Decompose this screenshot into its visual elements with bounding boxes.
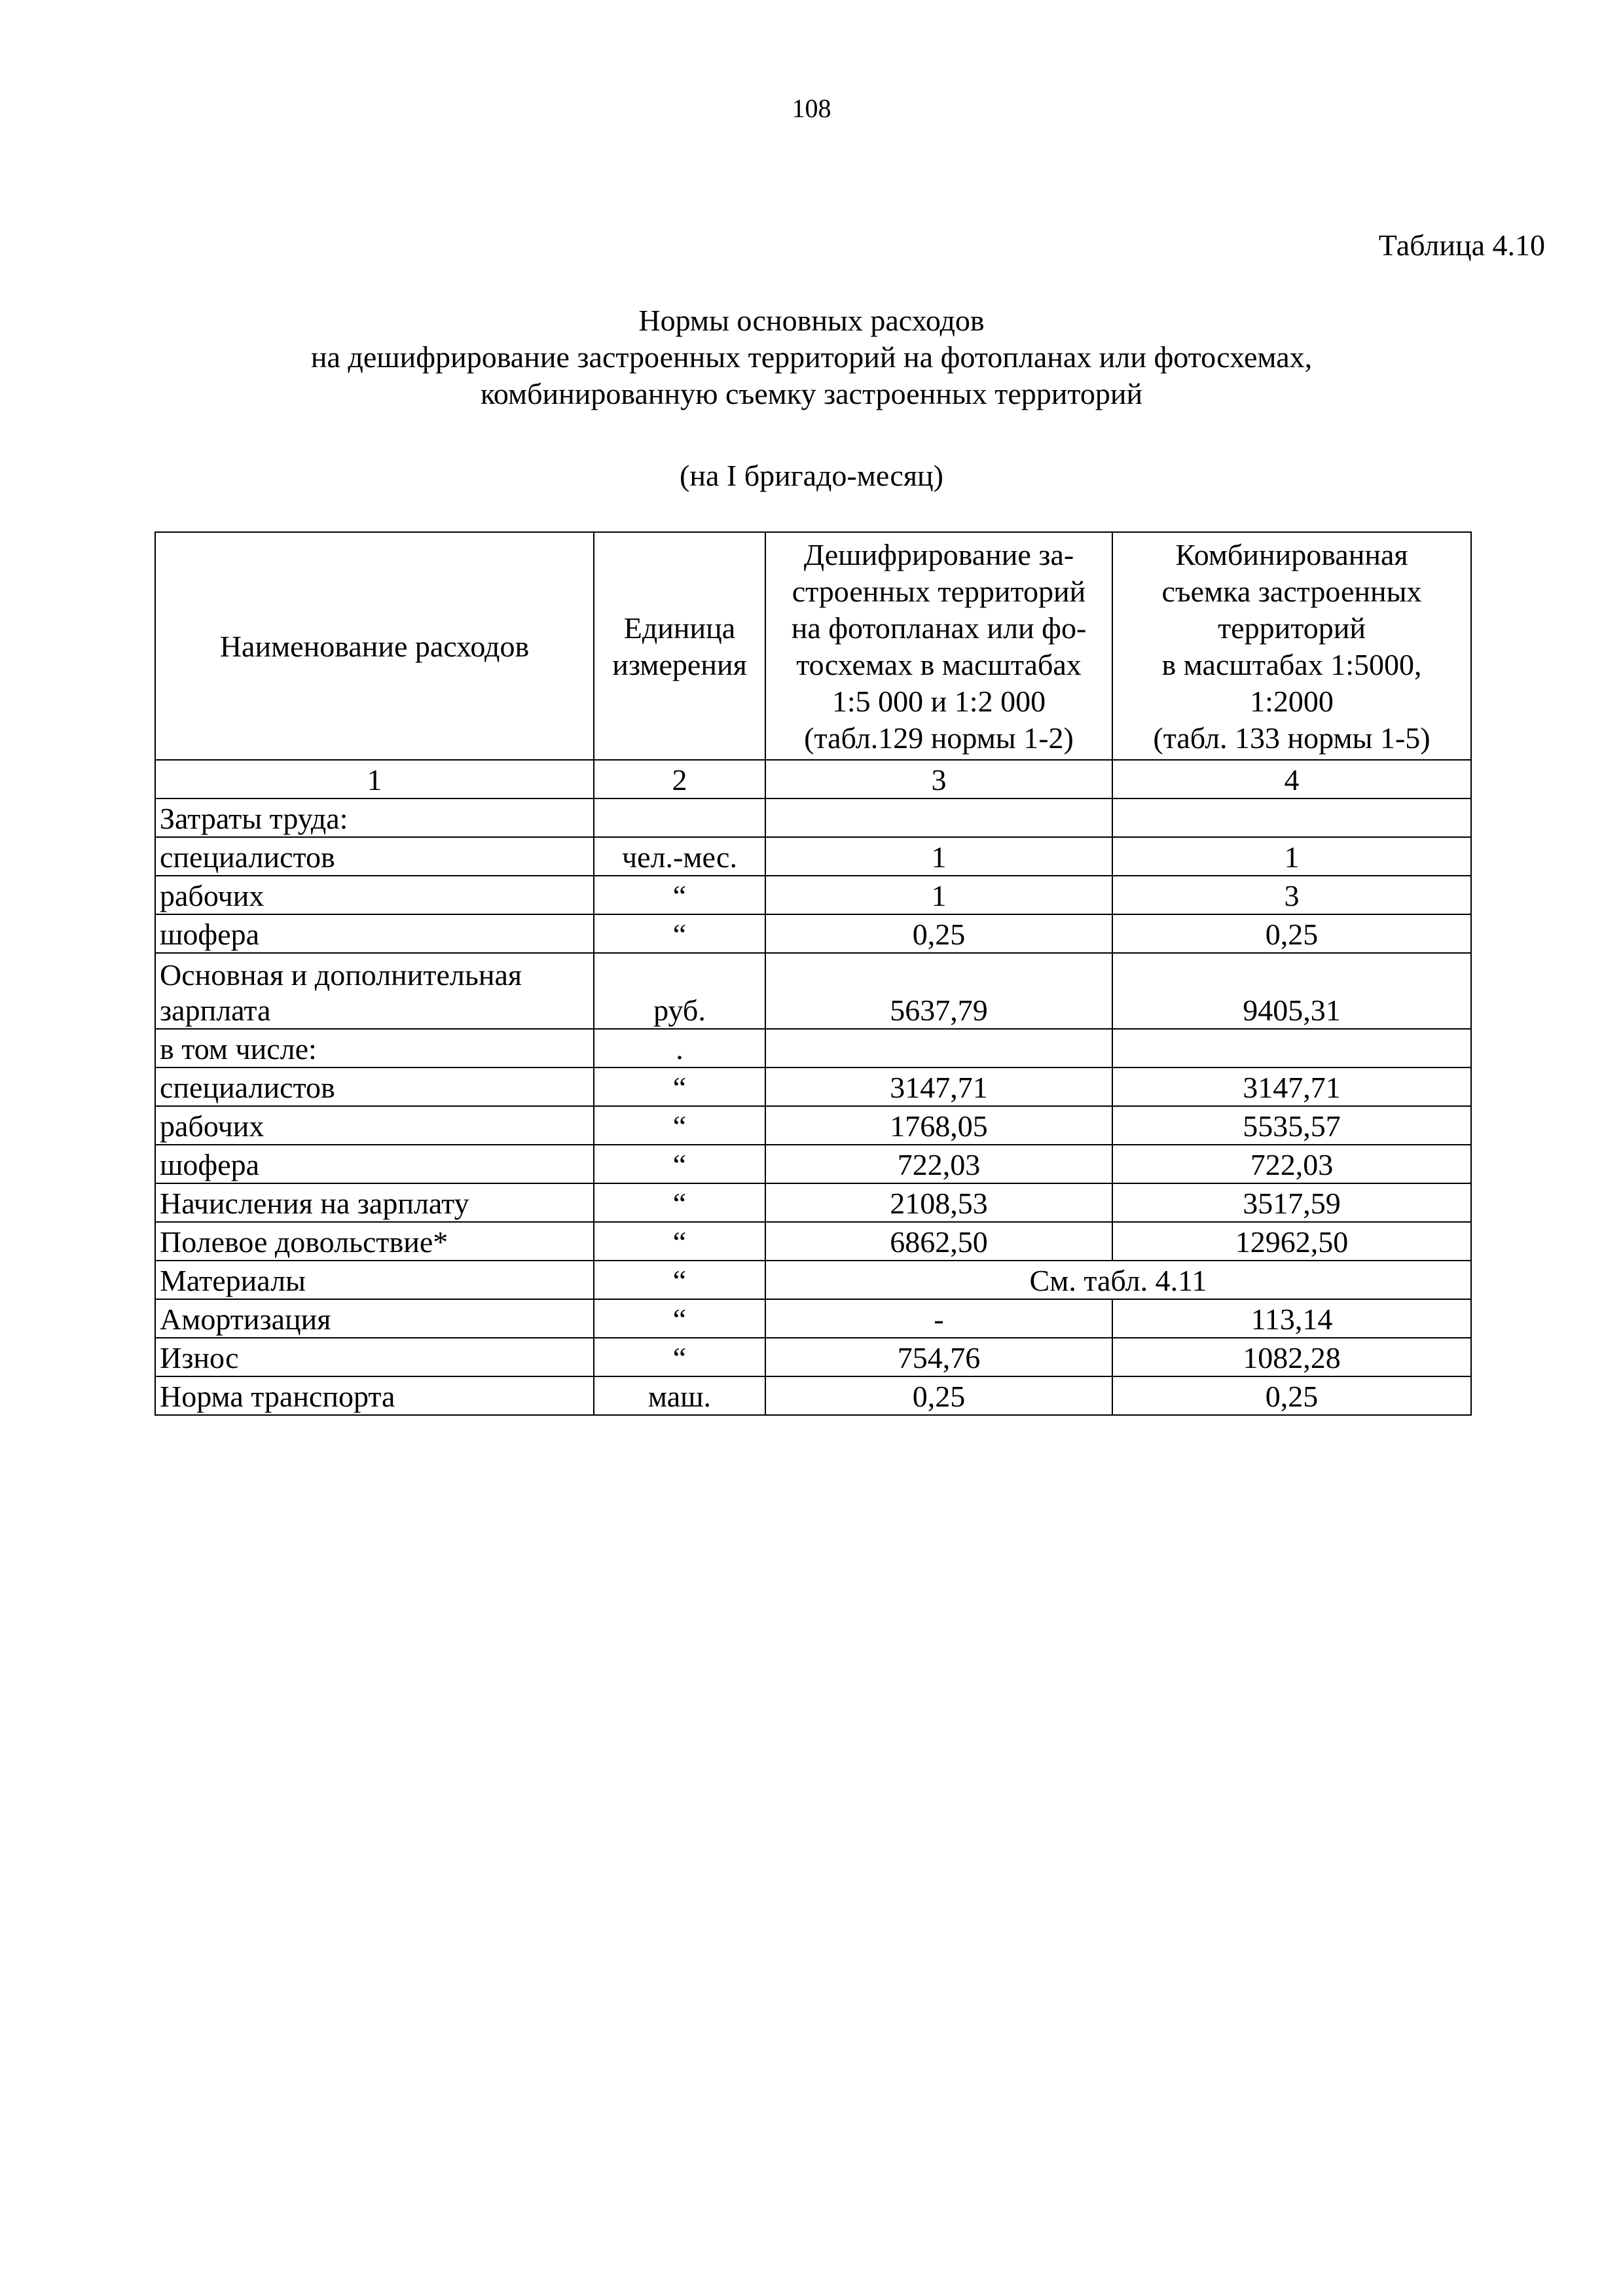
expense-name-line-1: Основная и дополнительная xyxy=(160,958,522,992)
value-col4: 3147,71 xyxy=(1112,1067,1471,1106)
unit-cell: “ xyxy=(594,1222,765,1261)
value-col3: 0,25 xyxy=(765,1376,1112,1415)
table-row xyxy=(155,1299,1471,1338)
value-col3: 0,25 xyxy=(765,914,1112,953)
expense-name: рабочих xyxy=(155,876,594,914)
table-row xyxy=(155,1145,1471,1183)
header-deciphering xyxy=(765,532,1112,760)
expense-name: Норма транспорта xyxy=(155,1376,594,1415)
header-col3-line: 1:5 000 и 1:2 000 xyxy=(831,685,1046,718)
expense-name: рабочих xyxy=(155,1106,594,1145)
table-row xyxy=(155,1029,1471,1067)
expense-name: Материалы xyxy=(155,1261,594,1299)
column-number: 3 xyxy=(765,760,1112,798)
column-number: 4 xyxy=(1112,760,1471,798)
title-line-2: на дешифрирование застроенных территорий на фотопланах или фотосхемах, xyxy=(310,340,1313,374)
header-col4-line: съемка застроенных xyxy=(1161,575,1422,608)
unit-cell: “ xyxy=(594,1338,765,1376)
table-row xyxy=(155,1183,1471,1222)
value-col3: 754,76 xyxy=(765,1338,1112,1376)
unit-cell: “ xyxy=(594,1299,765,1338)
table-row xyxy=(155,953,1471,1029)
header-col4-line: (табл. 133 нормы 1-5) xyxy=(1153,721,1431,755)
expense-name-line-2: зарплата xyxy=(160,994,271,1027)
value-col4: 1082,28 xyxy=(1112,1338,1471,1376)
unit-cell: “ xyxy=(594,1261,765,1299)
header-col3-line: (табл.129 нормы 1-2) xyxy=(804,721,1074,755)
header-col3-line: тосхемах в масштабах xyxy=(796,648,1082,681)
value-col3: 3147,71 xyxy=(765,1067,1112,1106)
value-col3: 5637,79 xyxy=(765,953,1112,1029)
table-row xyxy=(155,1261,1471,1299)
table-subtitle: (на I бригадо-месяц) xyxy=(680,459,943,492)
unit-cell: маш. xyxy=(594,1376,765,1415)
value-col4: 1 xyxy=(1112,837,1471,876)
unit-cell: . xyxy=(594,1029,765,1067)
unit-cell: “ xyxy=(594,1106,765,1145)
norms-table xyxy=(155,531,1472,1416)
header-col3-line: на фотопланах или фо- xyxy=(791,611,1087,645)
header-col4-line: в масштабах 1:5000, xyxy=(1161,648,1422,681)
header-unit-line-1: Единица xyxy=(623,611,736,645)
value-col4 xyxy=(1112,798,1471,837)
value-col3: 1 xyxy=(765,876,1112,914)
value-col4: 3517,59 xyxy=(1112,1183,1471,1222)
value-col3: 1 xyxy=(765,837,1112,876)
expense-name: шофера xyxy=(155,1145,594,1183)
table-title xyxy=(0,302,1623,412)
expense-name: Затраты труда: xyxy=(155,798,594,837)
value-col4 xyxy=(1112,1029,1471,1067)
header-col4-line: 1:2000 xyxy=(1250,685,1334,718)
column-number: 2 xyxy=(594,760,765,798)
unit-cell: “ xyxy=(594,914,765,953)
column-number: 1 xyxy=(155,760,594,798)
header-unit xyxy=(594,532,765,760)
title-line-3: комбинированную съемку застроенных территорий xyxy=(480,377,1143,410)
page-number: 108 xyxy=(792,94,831,123)
expense-name xyxy=(155,953,594,1029)
value-col4: 722,03 xyxy=(1112,1145,1471,1183)
value-col4: 9405,31 xyxy=(1112,953,1471,1029)
unit-cell: “ xyxy=(594,1145,765,1183)
expense-name: в том числе: xyxy=(155,1029,594,1067)
header-combined-survey xyxy=(1112,532,1471,760)
unit-cell: “ xyxy=(594,876,765,914)
unit-cell: руб. xyxy=(594,953,765,1029)
value-col3: 2108,53 xyxy=(765,1183,1112,1222)
value-col3: 6862,50 xyxy=(765,1222,1112,1261)
title-line-1: Нормы основных расходов xyxy=(638,304,985,337)
unit-cell: “ xyxy=(594,1183,765,1222)
expense-name: Начисления на зарплату xyxy=(155,1183,594,1222)
expense-name: шофера xyxy=(155,914,594,953)
expense-name: Амортизация xyxy=(155,1299,594,1338)
table-row xyxy=(155,1376,1471,1415)
value-col4: 3 xyxy=(1112,876,1471,914)
value-col4: 0,25 xyxy=(1112,914,1471,953)
header-unit-line-2: измерения xyxy=(612,648,747,681)
expense-name: Полевое довольствие* xyxy=(155,1222,594,1261)
table-row xyxy=(155,876,1471,914)
value-col3: 722,03 xyxy=(765,1145,1112,1183)
expense-name: специалистов xyxy=(155,1067,594,1106)
unit-cell xyxy=(594,798,765,837)
value-col4: 113,14 xyxy=(1112,1299,1471,1338)
value-col4: 0,25 xyxy=(1112,1376,1471,1415)
header-col3-line: строенных территорий xyxy=(792,575,1086,608)
value-col3 xyxy=(765,798,1112,837)
unit-cell: “ xyxy=(594,1067,765,1106)
expense-name: специалистов xyxy=(155,837,594,876)
unit-cell: чел.-мес. xyxy=(594,837,765,876)
table-row xyxy=(155,1222,1471,1261)
column-number-row xyxy=(155,760,1471,798)
table-row xyxy=(155,1106,1471,1145)
value-col3 xyxy=(765,1029,1112,1067)
table-caption: Таблица 4.10 xyxy=(1378,228,1545,262)
table-header-row xyxy=(155,532,1471,760)
table-row xyxy=(155,914,1471,953)
table-row xyxy=(155,837,1471,876)
value-col3: - xyxy=(765,1299,1112,1338)
header-expense-name: Наименование расходов xyxy=(155,532,594,760)
value-col4: 5535,57 xyxy=(1112,1106,1471,1145)
table-row xyxy=(155,798,1471,837)
header-col3-line: Дешифрирование за- xyxy=(803,538,1074,571)
header-col4-line: территорий xyxy=(1218,611,1366,645)
table-row xyxy=(155,1067,1471,1106)
value-col3: 1768,05 xyxy=(765,1106,1112,1145)
header-col4-line: Комбинированная xyxy=(1175,538,1408,571)
table-row xyxy=(155,1338,1471,1376)
merged-value-cell: См. табл. 4.11 xyxy=(765,1261,1471,1299)
value-col4: 12962,50 xyxy=(1112,1222,1471,1261)
expense-name: Износ xyxy=(155,1338,594,1376)
